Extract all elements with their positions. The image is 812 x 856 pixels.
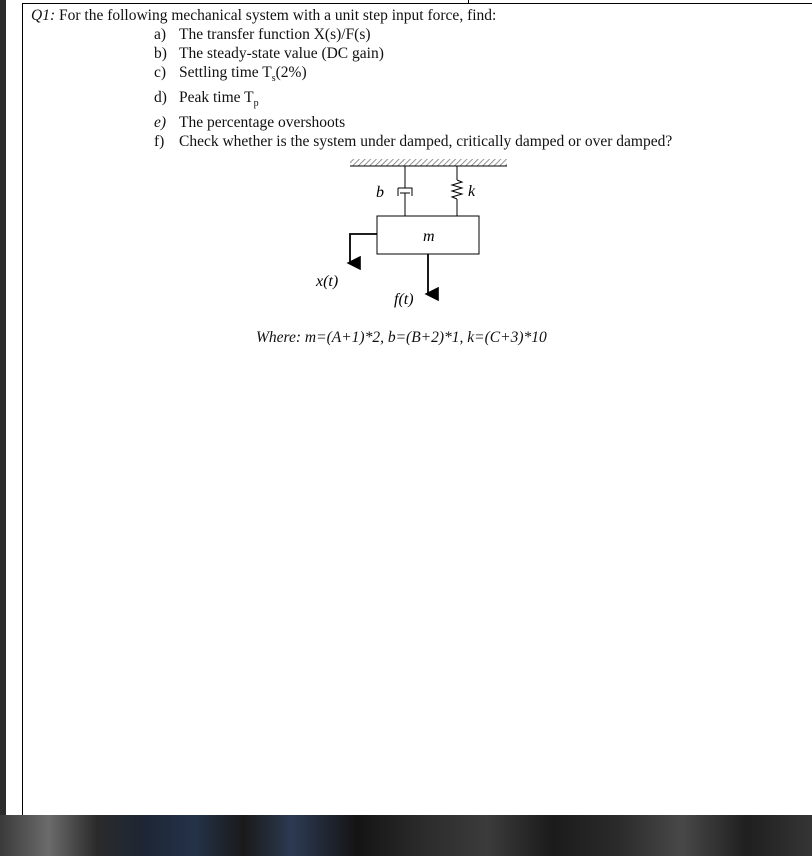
damper-label: b: [376, 184, 384, 201]
damper-icon: [398, 166, 412, 216]
spring-icon: [452, 166, 462, 216]
table-top-divider: [468, 0, 469, 4]
mass-label: m: [423, 228, 435, 245]
spring-label: k: [468, 183, 476, 200]
ground-wall: [350, 159, 507, 166]
list-item: f) Check whether is the system under damped, critically damped or over damped?: [154, 133, 673, 151]
desktop-background-strip: [0, 815, 812, 856]
mass-spring-damper-diagram: [300, 150, 540, 315]
window-left-edge: [0, 0, 6, 856]
list-item: e) The percentage overshoots: [154, 114, 346, 132]
displacement-label: x(t): [316, 273, 339, 290]
list-item: a) The transfer function X(s)/F(s): [154, 26, 371, 43]
list-item: c) Settling time $T_s(2\%)$: [154, 64, 307, 85]
question-header: [31, 7, 496, 25]
list-item: d) Peak time $T_p$: [154, 89, 259, 110]
question-number: Q1:: [31, 7, 56, 24]
force-label: f(t): [394, 291, 414, 308]
list-item: b) The steady-state value (DC gain): [154, 45, 384, 62]
parameter-definitions: Where: m=(A+1)*2, b=(B+2)*1, k=(C+3)*10: [256, 329, 547, 346]
question-parts-list: [154, 25, 672, 151]
displacement-arrow: [350, 234, 377, 263]
question-stem: For the following mechanical system with a unit step input force, find:: [58, 7, 497, 24]
